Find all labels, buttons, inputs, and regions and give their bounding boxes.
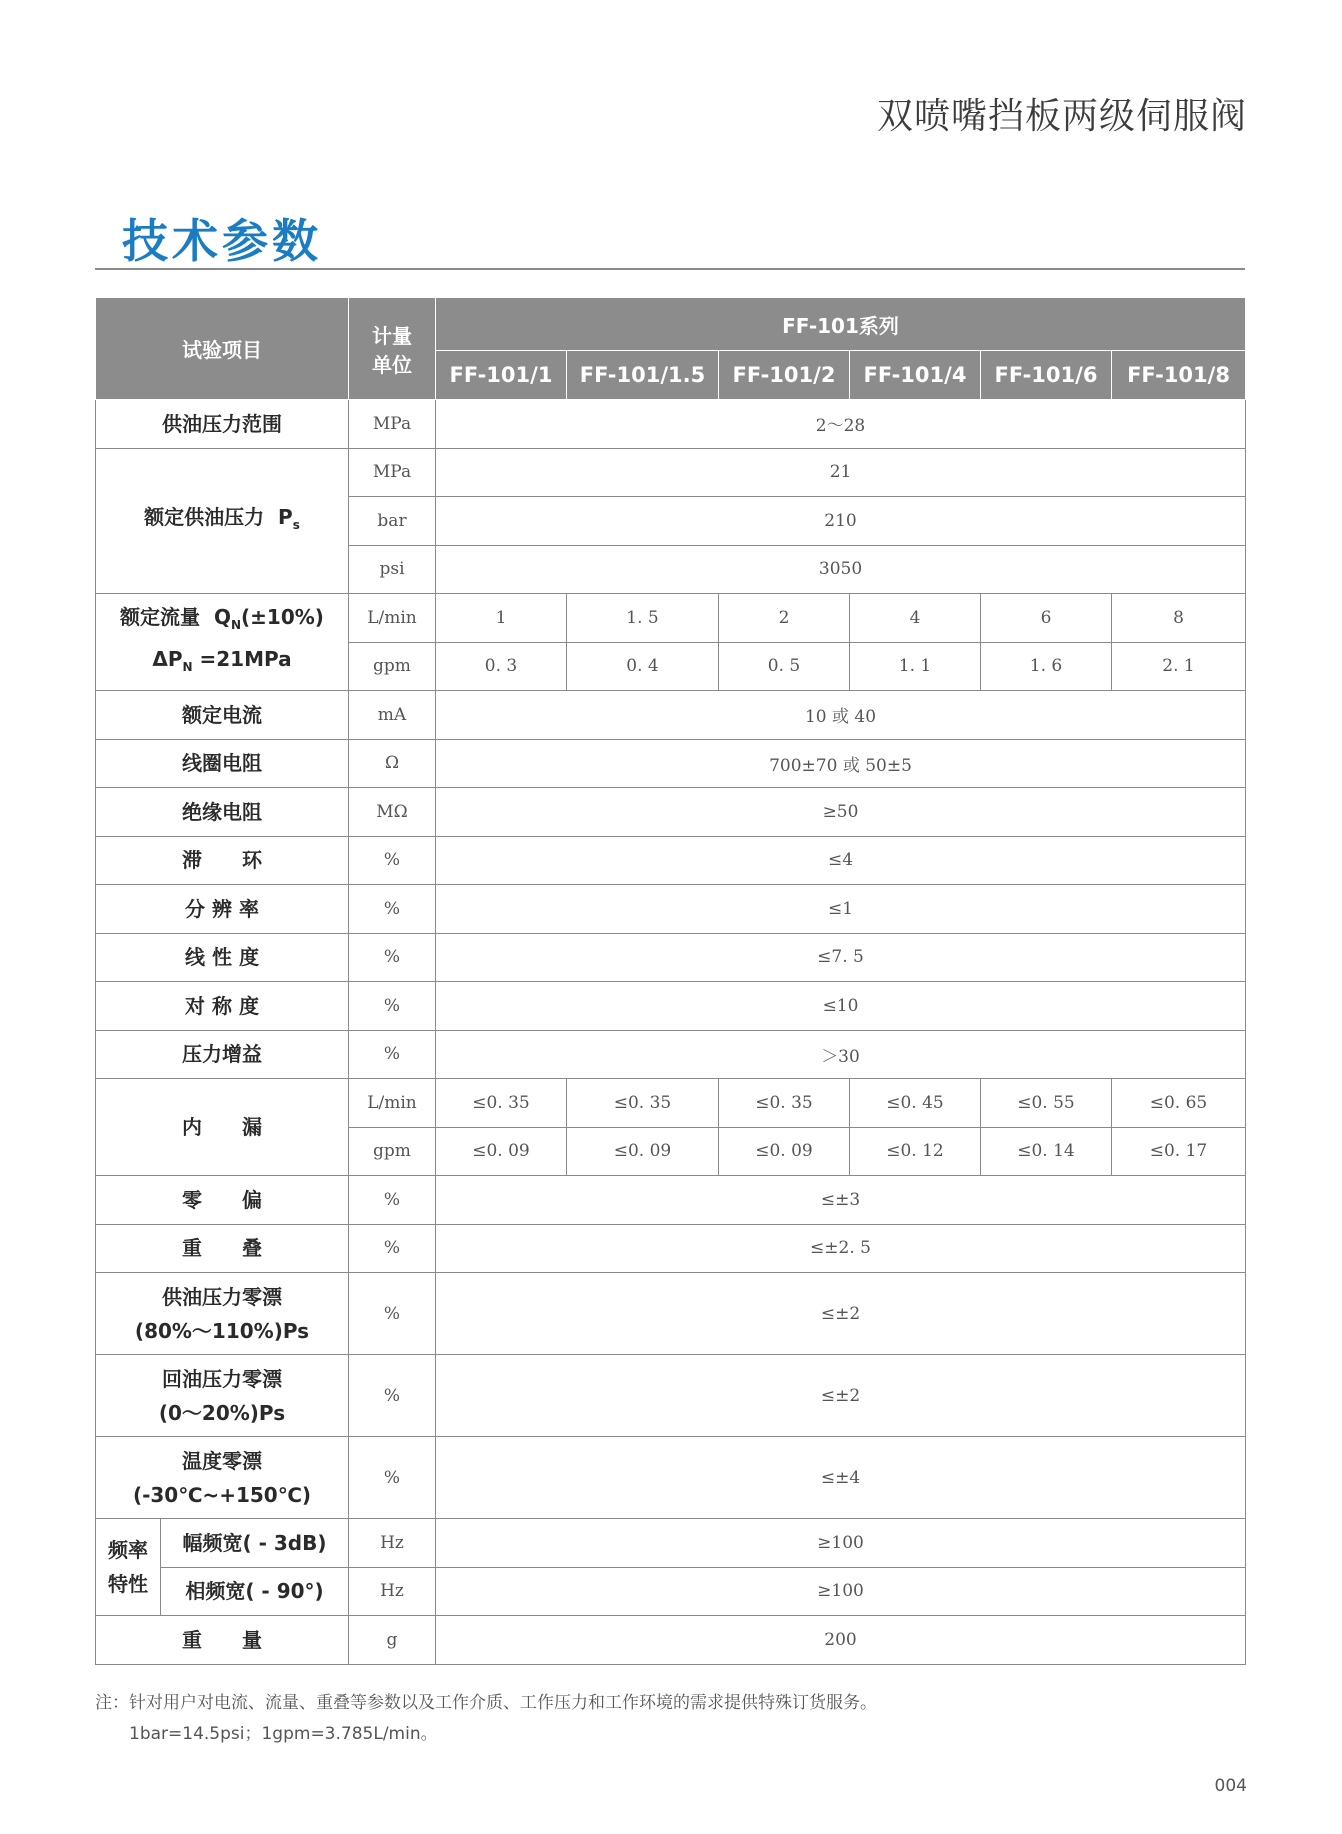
rated-flow-line2 (96, 642, 348, 684)
row-unit: MPa (349, 448, 436, 497)
cell-value: 1. 6 (981, 642, 1112, 691)
row-unit: L/min (349, 1079, 436, 1128)
frequency-group-line1: 频率 (108, 1538, 148, 1562)
row-label (96, 1273, 349, 1355)
table-row (96, 982, 1246, 1031)
cell-value: ≤0. 45 (850, 1079, 981, 1128)
cell-value: 6 (981, 594, 1112, 643)
table-row (96, 1079, 1246, 1128)
table-row (96, 1437, 1246, 1519)
row-label-line1: 回油压力零漂 (162, 1366, 282, 1391)
row-label-line2: (0～20%)Ps (158, 1400, 286, 1425)
row-unit: psi (349, 545, 436, 594)
row-label: 相频宽( - 90°) (161, 1567, 349, 1616)
cell-value: ≤0. 35 (719, 1079, 850, 1128)
row-value: ≤±2 (436, 1355, 1246, 1437)
row-unit: Ω (349, 739, 436, 788)
row-unit: g (349, 1616, 436, 1665)
row-value: ≥100 (436, 1567, 1246, 1616)
cell-value: ≤0. 55 (981, 1079, 1112, 1128)
row-unit: L/min (349, 594, 436, 643)
row-unit: % (349, 1030, 436, 1079)
row-unit: Hz (349, 1519, 436, 1568)
row-unit: MPa (349, 400, 436, 449)
cell-value: ≤0. 09 (719, 1127, 850, 1176)
header-unit-line2: 单位 (372, 352, 412, 377)
row-label (96, 594, 349, 691)
row-unit: % (349, 836, 436, 885)
cell-value: 1. 5 (567, 594, 719, 643)
row-label: 幅频宽( - 3dB) (161, 1519, 349, 1568)
cell-value: 4 (850, 594, 981, 643)
cell-value: ≤0. 12 (850, 1127, 981, 1176)
delta-p-symbol: ΔP (152, 647, 183, 671)
row-value: ≤10 (436, 982, 1246, 1031)
row-label: 重 量 (96, 1616, 349, 1665)
row-value: 200 (436, 1616, 1246, 1665)
rated-flow-line1 (96, 600, 348, 642)
rated-flow-tolerance: (±10%) (241, 605, 324, 629)
row-value: ≤1 (436, 885, 1246, 934)
cell-value: 1. 1 (850, 642, 981, 691)
cell-value: ≤0. 65 (1112, 1079, 1246, 1128)
table-row (96, 933, 1246, 982)
row-value: 700±70 或 50±5 (436, 739, 1246, 788)
table-row (96, 885, 1246, 934)
row-unit: gpm (349, 1127, 436, 1176)
rated-pressure-symbol: P (278, 504, 293, 529)
row-unit: MΩ (349, 788, 436, 837)
cell-value: ≤0. 17 (1112, 1127, 1246, 1176)
row-unit: % (349, 982, 436, 1031)
row-value: 3050 (436, 545, 1246, 594)
row-label: 供油压力范围 (96, 400, 349, 449)
row-value: 210 (436, 497, 1246, 546)
cell-value: 2. 1 (1112, 642, 1246, 691)
row-label-line2: (-30℃~+150℃) (132, 1482, 312, 1507)
cell-value: 2 (719, 594, 850, 643)
header-model: FF-101/1 (436, 351, 567, 400)
header-model: FF-101/8 (1112, 351, 1246, 400)
header-series: FF-101系列 (436, 298, 1246, 351)
row-unit: % (349, 885, 436, 934)
row-label: 线圈电阻 (96, 739, 349, 788)
row-label: 绝缘电阻 (96, 788, 349, 837)
row-label (96, 1355, 349, 1437)
table-row (96, 1567, 1246, 1616)
footnote-line2: 1bar=14.5psi；1gpm=3.785L/min。 (129, 1724, 438, 1744)
header-item: 试验项目 (96, 298, 349, 400)
rated-flow-sub: N (230, 618, 242, 632)
cell-value: ≤0. 09 (436, 1127, 567, 1176)
row-label: 零 偏 (96, 1176, 349, 1225)
header-model: FF-101/1.5 (567, 351, 719, 400)
row-label: 线 性 度 (96, 933, 349, 982)
section-title: 技术参数 (122, 214, 322, 268)
rated-pressure-sub: s (292, 517, 300, 532)
frequency-group-label (96, 1519, 161, 1616)
row-label-line1: 供油压力零漂 (162, 1284, 282, 1309)
table-row (96, 594, 1246, 643)
row-label: 压力增益 (96, 1030, 349, 1079)
delta-p-sub: N (182, 660, 193, 674)
row-unit: % (349, 1273, 436, 1355)
cell-value: 8 (1112, 594, 1246, 643)
cell-value: ≤0. 09 (567, 1127, 719, 1176)
spec-table (95, 297, 1246, 1665)
cell-value: 0. 3 (436, 642, 567, 691)
rated-flow-label: 额定流量 (120, 605, 201, 629)
row-label: 分 辨 率 (96, 885, 349, 934)
row-label: 重 叠 (96, 1224, 349, 1273)
cell-value: 1 (436, 594, 567, 643)
cell-value: 0. 5 (719, 642, 850, 691)
table-row (96, 1224, 1246, 1273)
header-model: FF-101/6 (981, 351, 1112, 400)
row-value: 10 或 40 (436, 691, 1246, 740)
row-unit: % (349, 1176, 436, 1225)
header-unit (349, 298, 436, 400)
rated-pressure-label: 额定供油压力 (144, 504, 265, 529)
table-row (96, 1519, 1246, 1568)
delta-p-value: =21MPa (192, 647, 292, 671)
table-row (96, 1030, 1246, 1079)
table-row (96, 1273, 1246, 1355)
table-row (96, 1176, 1246, 1225)
table-row (96, 400, 1246, 449)
row-label: 对 称 度 (96, 982, 349, 1031)
table-row (96, 739, 1246, 788)
row-value: ≤±3 (436, 1176, 1246, 1225)
row-label (96, 1437, 349, 1519)
row-value: ≤±4 (436, 1437, 1246, 1519)
cell-value: ≤0. 35 (436, 1079, 567, 1128)
row-value: ＞30 (436, 1030, 1246, 1079)
row-label-line1: 温度零漂 (182, 1448, 262, 1473)
table-row (96, 1355, 1246, 1437)
footnote-line1: 注：针对用户对电流、流量、重叠等参数以及工作介质、工作压力和工作环境的需求提供特殊订货服务。 (95, 1693, 877, 1713)
row-unit: mA (349, 691, 436, 740)
page-number: 004 (1214, 1776, 1247, 1796)
row-value: 2～28 (436, 400, 1246, 449)
row-label: 内 漏 (96, 1079, 349, 1176)
row-unit: % (349, 1437, 436, 1519)
row-unit: % (349, 1355, 436, 1437)
row-unit: % (349, 1224, 436, 1273)
row-unit: bar (349, 497, 436, 546)
header-model: FF-101/2 (719, 351, 850, 400)
cell-value: 0. 4 (567, 642, 719, 691)
table-row (96, 1616, 1246, 1665)
row-value: ≤7. 5 (436, 933, 1246, 982)
row-value: 21 (436, 448, 1246, 497)
rated-flow-symbol: Q (213, 605, 231, 629)
footnote (95, 1688, 877, 1750)
header-unit-line1: 计量 (372, 323, 412, 348)
row-value: ≤4 (436, 836, 1246, 885)
product-title: 双喷嘴挡板两级伺服阀 (876, 96, 1247, 137)
row-label: 额定电流 (96, 691, 349, 740)
frequency-group-line2: 特性 (108, 1572, 148, 1596)
row-value: ≥50 (436, 788, 1246, 837)
row-value: ≤±2. 5 (436, 1224, 1246, 1273)
row-label-line2: (80%～110%)Ps (134, 1318, 310, 1343)
cell-value: ≤0. 35 (567, 1079, 719, 1128)
cell-value: ≤0. 14 (981, 1127, 1112, 1176)
header-model: FF-101/4 (850, 351, 981, 400)
table-row (96, 836, 1246, 885)
row-unit: Hz (349, 1567, 436, 1616)
row-value: ≥100 (436, 1519, 1246, 1568)
table-row (96, 788, 1246, 837)
row-value: ≤±2 (436, 1273, 1246, 1355)
table-row (96, 691, 1246, 740)
title-divider (95, 268, 1245, 270)
row-unit: gpm (349, 642, 436, 691)
table-row (96, 448, 1246, 497)
row-label (96, 448, 349, 594)
row-label: 滞 环 (96, 836, 349, 885)
row-unit: % (349, 933, 436, 982)
